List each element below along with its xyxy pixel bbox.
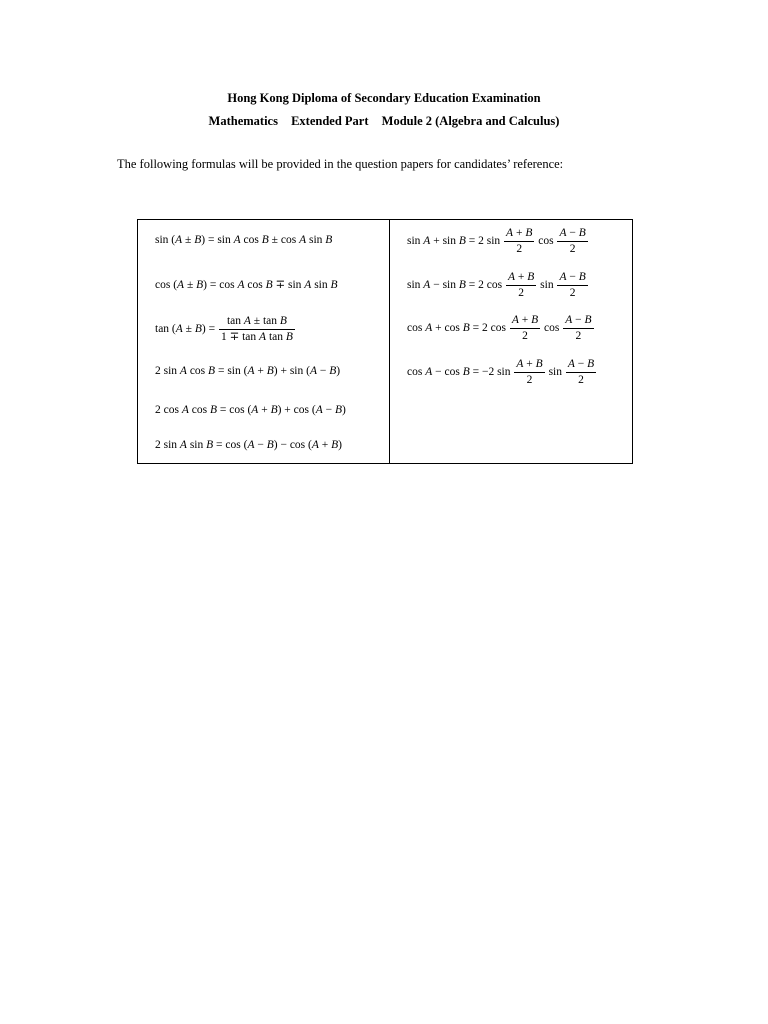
part-label: Extended Part xyxy=(291,114,369,128)
formula-box xyxy=(137,219,633,464)
formula-cos-plus-cos: cos A + cos B = 2 cos $\frac{A + B}{2}$ cos $\frac{A - B}{2}$ xyxy=(407,314,592,342)
column-divider xyxy=(389,220,390,463)
module-title xyxy=(0,114,768,129)
formula-2sin-sin: 2 sin A sin B = cos (A − B) − cos (A + B) xyxy=(155,439,343,451)
formula-tan-sum: tan (A ± B) = $\frac{\text{tan A ± tan B}}{\text{1 ∓ tan A tan B}}$ xyxy=(155,315,293,343)
formula-sin-sum: sin (A ± B) = sin A cos B ± cos A sin B xyxy=(155,234,333,246)
formula-cos-minus-cos: cos A − cos B = −2 sin $\frac{A + B}{2}$ sin $\frac{A - B}{2}$ xyxy=(407,358,595,386)
formula-2sin-cos: 2 sin A cos B = sin (A + B) + sin (A − B) xyxy=(155,365,341,377)
exam-title: Hong Kong Diploma of Secondary Education Examination xyxy=(227,91,541,105)
formula-sin-minus-sin: sin A − sin B = 2 cos $\frac{A + B}{2}$ sin $\frac{A - B}{2}$ xyxy=(407,271,586,299)
formula-sin-plus-sin: sin A + sin B = 2 sin $\frac{A + B}{2}$ cos $\frac{A - B}{2}$ xyxy=(407,227,586,255)
formula-2cos-cos: 2 cos A cos B = cos (A + B) + cos (A − B) xyxy=(155,404,346,416)
subject-label: Mathematics xyxy=(208,114,278,128)
intro-text: The following formulas will be provided in the question papers for candidates’ reference: xyxy=(117,157,564,171)
module-label: Module 2 (Algebra and Calculus) xyxy=(381,114,560,128)
formula-cos-sum: cos (A ± B) = cos A cos B ∓ sin A sin B xyxy=(155,279,338,291)
